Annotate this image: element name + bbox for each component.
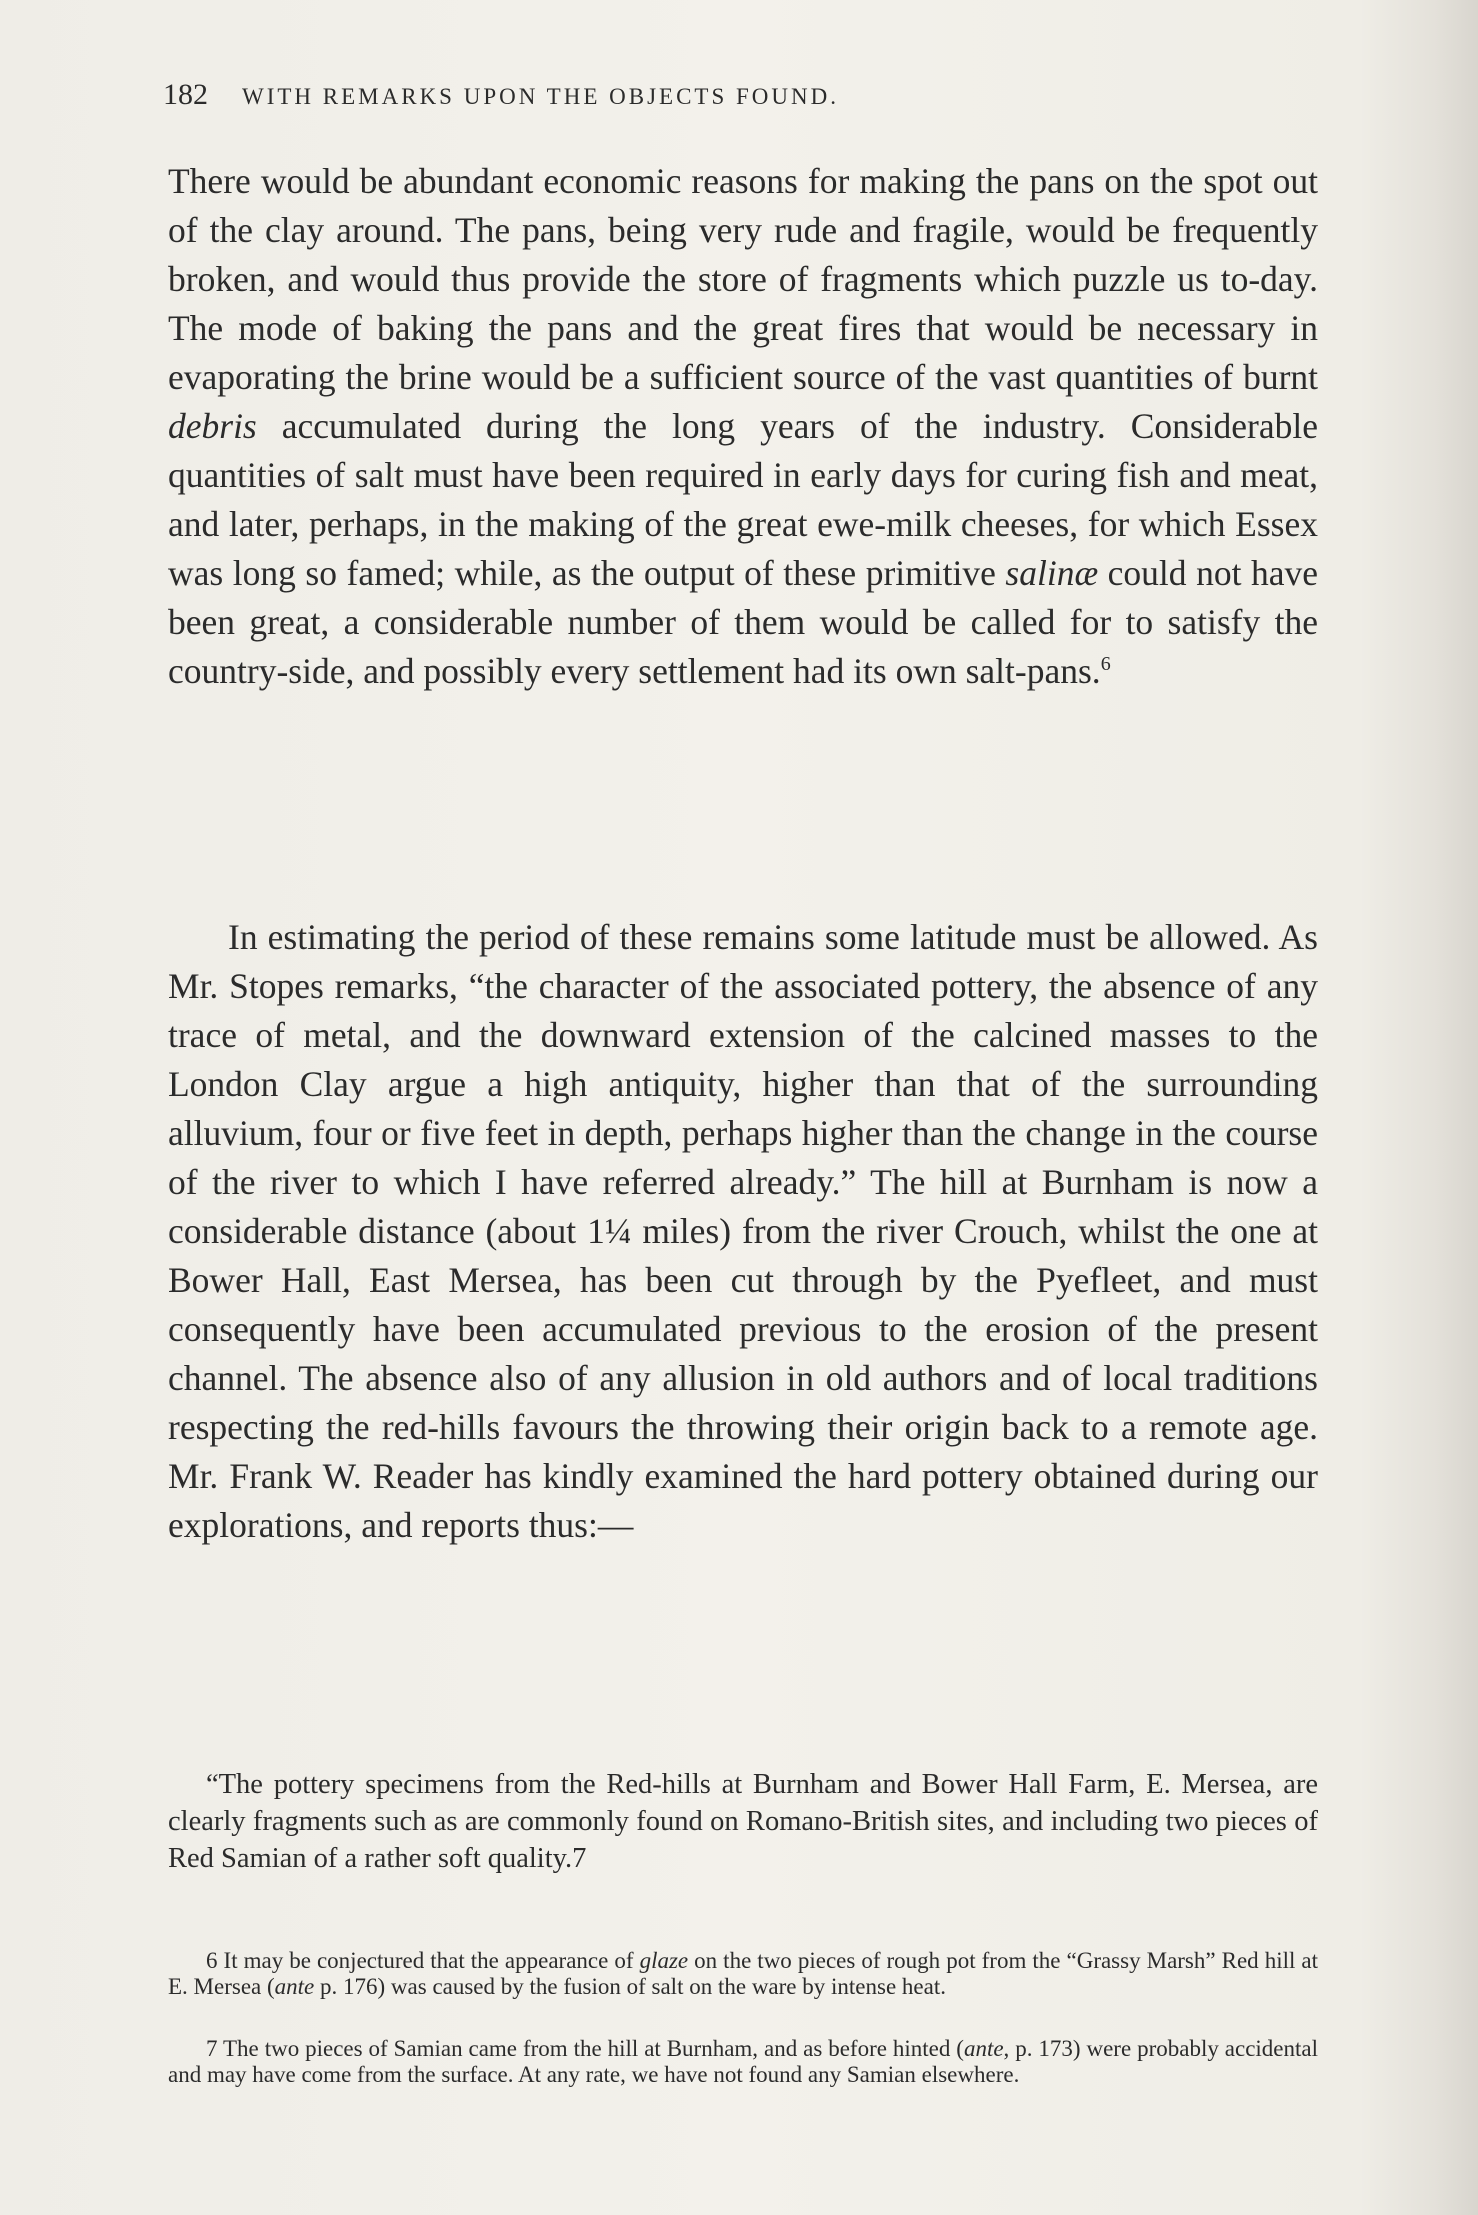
pottery-report-quote: “The pottery specimens from the Red-hills at Burnham and Bower Hall Farm, E. Mersea, are clearly fragments such as are commonly found on Romano-British sites, and including two pieces of Red Samian of a rather soft quality.7 <box>168 1769 1318 1874</box>
footnote-6-text-c: p. 176) was caused by the fusion of salt on the ware by intense heat. <box>314 1974 946 1999</box>
footnote-6-italic-glaze: glaze <box>639 1948 689 1973</box>
paragraph-1 <box>168 157 1318 696</box>
paragraph-1-text-c: could not have been great, a considerable number of them would be called for to satisfy the country-side, and possibly every settlement had its own salt-pans. <box>168 553 1318 691</box>
paragraph-1-italic-debris: debris <box>168 406 257 446</box>
footnote-6-text-b: on the two pieces of rough pot from the “Grassy Marsh” Red hill at E. Mersea ( <box>168 1948 1318 1999</box>
paragraph-2: In estimating the period of these remains some latitude must be allowed. As Mr. Stopes remarks, “the character of the associated pottery, the absence of any trace of metal, and the downward extension of the calcined masses to the London Clay argue a high antiquity, higher than that of the surrounding alluvium, four or five feet in depth, perhaps higher than the change in the course of the river to which I have referred already.” The hill at Burnham is now a considerable distance (about 1¼ miles) from the river Crouch, whilst the one at Bower Hall, East Mersea, has been cut through by the Pyefleet, and must consequently have been accumulated previous to the erosion of the present channel. The absence also of any allusion in old authors and of local traditions respecting the red-hills favours the throwing their origin back to a remote age. Mr. Frank W. Reader has kindly examined the hard pottery obtained during our explorations, and reports thus:— <box>168 917 1318 1545</box>
footnote-7-italic-ante: ante <box>963 2036 1004 2061</box>
paragraph-1-text-b: accumulated during the long years of the industry. Considerable quantities of salt must have been required in early days for curing fish and meat, and later, perhaps, in the making of the great ewe-milk cheeses, for which Essex was long so famed; while, as the output of these primitive <box>168 406 1318 593</box>
footnote-6-text-a: 6 It may be conjectured that the appearance of <box>206 1948 640 1973</box>
footnote-6 <box>168 1948 1318 2000</box>
footnote-ref-6: 6 <box>1100 653 1111 676</box>
footnote-7 <box>168 2036 1318 2088</box>
paragraph-1-italic-salinae: salinæ <box>1005 553 1099 593</box>
footnote-6-italic-ante: ante <box>274 1974 315 1999</box>
running-title: WITH REMARKS UPON THE OBJECTS FOUND. <box>242 84 839 109</box>
paragraph-1-text-a: There would be abundant economic reasons for making the pans on the spot out of the clay around. The pans, being very rude and fragile, would be frequently broken, and would thus provide the store of fragments which puzzle us to-day. The mode of baking the pans and the great fires that would be necessary in evaporating the brine would be a sufficient source of the vast quantities of burnt <box>168 161 1318 397</box>
page-number: 182 <box>163 78 208 111</box>
footnote-7-text-a: 7 The two pieces of Samian came from the hill at Burnham, and as before hinted ( <box>206 2036 964 2061</box>
footnote-7-text-b: , p. 173) were probably accidental and may have come from the surface. At any rate, we have not found any Samian elsewhere. <box>168 2036 1318 2087</box>
running-head <box>163 78 1303 112</box>
